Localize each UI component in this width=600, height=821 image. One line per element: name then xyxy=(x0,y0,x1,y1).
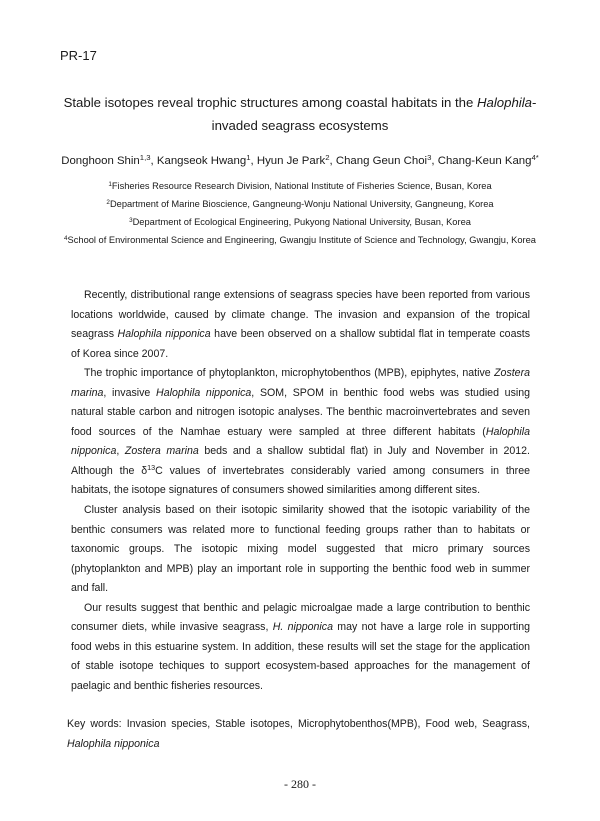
text-run: The trophic importance of phytoplankton, microphytobenthos (MPB), epiphytes, native xyxy=(84,367,495,380)
author: Kangseok Hwang$^1$, xyxy=(156,152,257,167)
text-run: have been observed on a shallow subtidal flat in temperate coasts of Korea since 2007. xyxy=(71,328,530,360)
text-run: Cluster analysis based on their isotopic similarity showed that the isotopic variability of the benthic consumers was related more to functional feeding groups rather than to habitats or taxonomic groups. The isotopic mixing model suggested that micro primary sources (phytoplankton and MPB) play an important role in supporting the benthic food web in summer and fall. xyxy=(71,504,530,595)
author: Donghoon Shin$^{1,3}$, xyxy=(61,152,157,167)
title-text-after: -invaded seagrass ecosystems xyxy=(211,95,537,133)
title-genus: Halophila xyxy=(477,95,533,110)
page-number: - 280 - xyxy=(284,777,316,791)
text-run: beds and a shallow subtidal flat) in July and November in 2012. Although the δ xyxy=(71,445,530,477)
text-run: , xyxy=(116,445,125,458)
author: Hyun Je Park$^2$, xyxy=(256,152,336,167)
italic-run: H. nipponica xyxy=(272,621,333,634)
keywords-list: Invasion species, Stable isotopes, Microphytobenthos(MPB), Food web, Seagrass, xyxy=(126,718,530,730)
text-run: Our results suggest that benthic and pelagic microalgae made a large contribution to benthic consumer diets, while invasive seagrass, xyxy=(71,601,530,634)
keywords xyxy=(67,715,530,754)
text-run: , SOM, SPOM in benthic food webs was studied using natural stable carbon and nitrogen isotopic analyses. The benthic macroinvertebrates and seven food sources of the Namhae estuary were sampled at three different habitats ( xyxy=(71,386,531,438)
keywords-italic: Halophila nipponica xyxy=(67,737,160,750)
paper-title xyxy=(60,91,540,137)
italic-run: Zostera marina xyxy=(71,367,530,399)
abstract-paragraph xyxy=(71,286,530,364)
author: Chang Geun Choi$^3$, xyxy=(335,152,438,167)
italic-run: Halophila nipponica xyxy=(71,425,530,458)
abstract-paragraph xyxy=(71,599,530,697)
affiliation: $^1$Fisheries Resource Research Division, National Institute of Fisheries Science, Busan, Korea xyxy=(108,180,492,191)
abstract-paragraph xyxy=(71,364,530,501)
abstract-paragraph xyxy=(71,501,530,599)
keywords-label: Key words: xyxy=(67,718,127,730)
affiliation: $^3$Department of Ecological Engineering, Pukyong National University, Busan, Korea xyxy=(129,216,471,227)
affiliation: $^4$School of Environmental Science and Engineering, Gwangju Institute of Science and Technology, Gwangju, Korea xyxy=(64,234,536,245)
superscript: 13 xyxy=(147,462,156,472)
title-text-before: Stable isotopes reveal trophic structures among coastal habitats in the xyxy=(63,95,478,110)
author-list xyxy=(60,153,540,170)
author: Chang-Keun Kang$^{4*}$ xyxy=(437,152,539,167)
italic-run: Zostera marina xyxy=(124,445,199,458)
affiliation: $^2$Department of Marine Bioscience, Gangneung-Wonju National University, Gangneung, Korea xyxy=(106,198,494,209)
presentation-code: PR-17 xyxy=(60,48,97,63)
text-run: , invasive xyxy=(103,386,157,399)
italic-run: Halophila nipponica xyxy=(156,386,252,399)
affiliation-list xyxy=(60,177,540,249)
abstract-body xyxy=(71,286,530,696)
text-run: Recently, distributional range extensions of seagrass species have been reported from various locations worldwide, caused by climate change. The invasion and expansion of the tropical seagrass xyxy=(71,289,530,341)
italic-run: Halophila nipponica xyxy=(117,328,211,341)
text-run: C values of invertebrates considerably varied among consumers in three habitats, the isotope signatures of consumers showed similarities among different sites. xyxy=(71,464,530,497)
text-run: may not have a large role in supporting food webs in this estuarine system. In addition, these results will set the stage for the application of stable isotope techiques to support ecosystem-based approaches for the management of paelagic and benthic fisheries resources. xyxy=(71,621,530,692)
